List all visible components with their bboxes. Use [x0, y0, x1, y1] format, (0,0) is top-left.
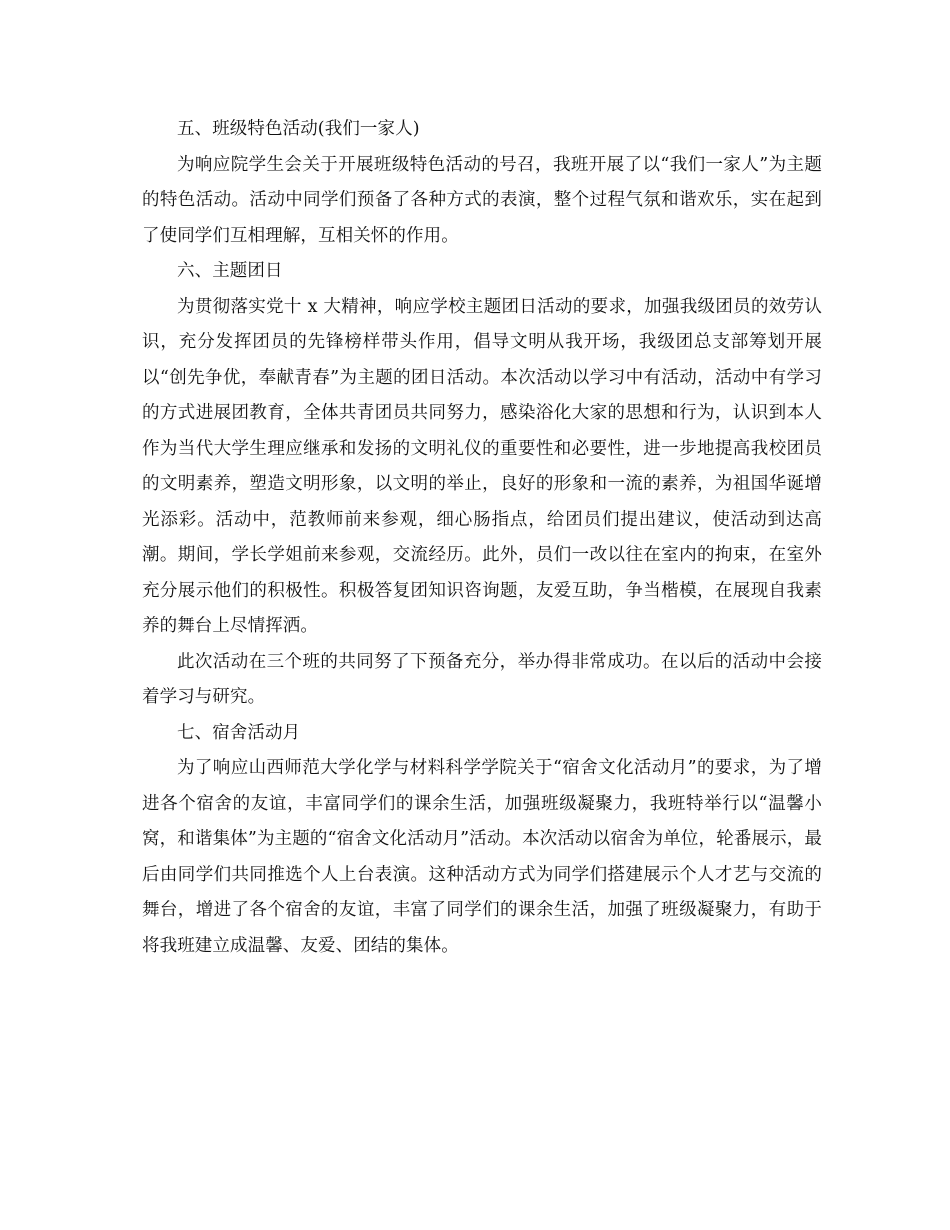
section-7-paragraph-1: 为了响应山西师范大学化学与材料科学学院关于“宿舍文化活动月”的要求，为了增进各个宿舍的友谊，丰富同学们的课余生活，加强班级凝聚力，我班特举行以“温馨小窝，和谐集体”为主题的“宿舍文化活动月”活动。本次活动以宿舍为单位，轮番展示，最后由同学们共同推选个人上台表演。这种活动方式为同学们搭建展示个人才艺与交流的舞台，增进了各个宿舍的友谊，丰富了同学们的课余生活，加强了班级凝聚力，有助于将我班建立成温馨、友爱、团结的集体。 [142, 758, 822, 956]
section-6-paragraph-1: 为贯彻落实党十 x 大精神，响应学校主题团日活动的要求，加强我级团员的效劳认识，充分发挥团员的先锋榜样带头作用，倡导文明从我开场，我级团总支部筹划开展以“创先争优，奉献青春”为主题的团日活动。本次活动以学习中有活动，活动中有学习的方式进展团教育，全体共青团员共同努力，感染浴化大家的思想和行为，认识到本人作为当代大学生理应继承和发扬的文明礼仪的重要性和必要性，进一步地提高我校团员的文明素养，塑造文明形象，以文明的举止，良好的形象和一流的素养，为祖国华诞增光添彩。活动中，范教师前来参观，细心肠指点，给团员们提出建议，使活动到达高潮。期间，学长学姐前来参观，交流经历。此外，员们一改以往在室内的拘束，在室外充分展示他们的积极性。积极答复团知识咨询题，友爱互助，争当楷模，在展现自我素养的舞台上尽情挥洒。 [142, 296, 822, 636]
section-5-paragraph-1: 为响应院学生会关于开展班级特色活动的号召，我班开展了以“我们一家人”为主题的特色活动。活动中同学们预备了各种方式的表演，整个过程气氛和谐欢乐，实在起到了使同学们互相理解，互相关怀的作用。 [142, 154, 822, 246]
section-heading-6: 六、主题团日 [177, 261, 283, 281]
section-heading-5: 五、班级特色活动(我们一家人) [177, 119, 420, 139]
section-heading-7: 七、宿舍活动月 [177, 722, 301, 743]
section-6-paragraph-2: 此次活动在三个班的共同努了下预备充分，举办得非常成功。在以后的活动中会接着学习与研究。 [142, 651, 822, 707]
document-body [142, 112, 822, 964]
